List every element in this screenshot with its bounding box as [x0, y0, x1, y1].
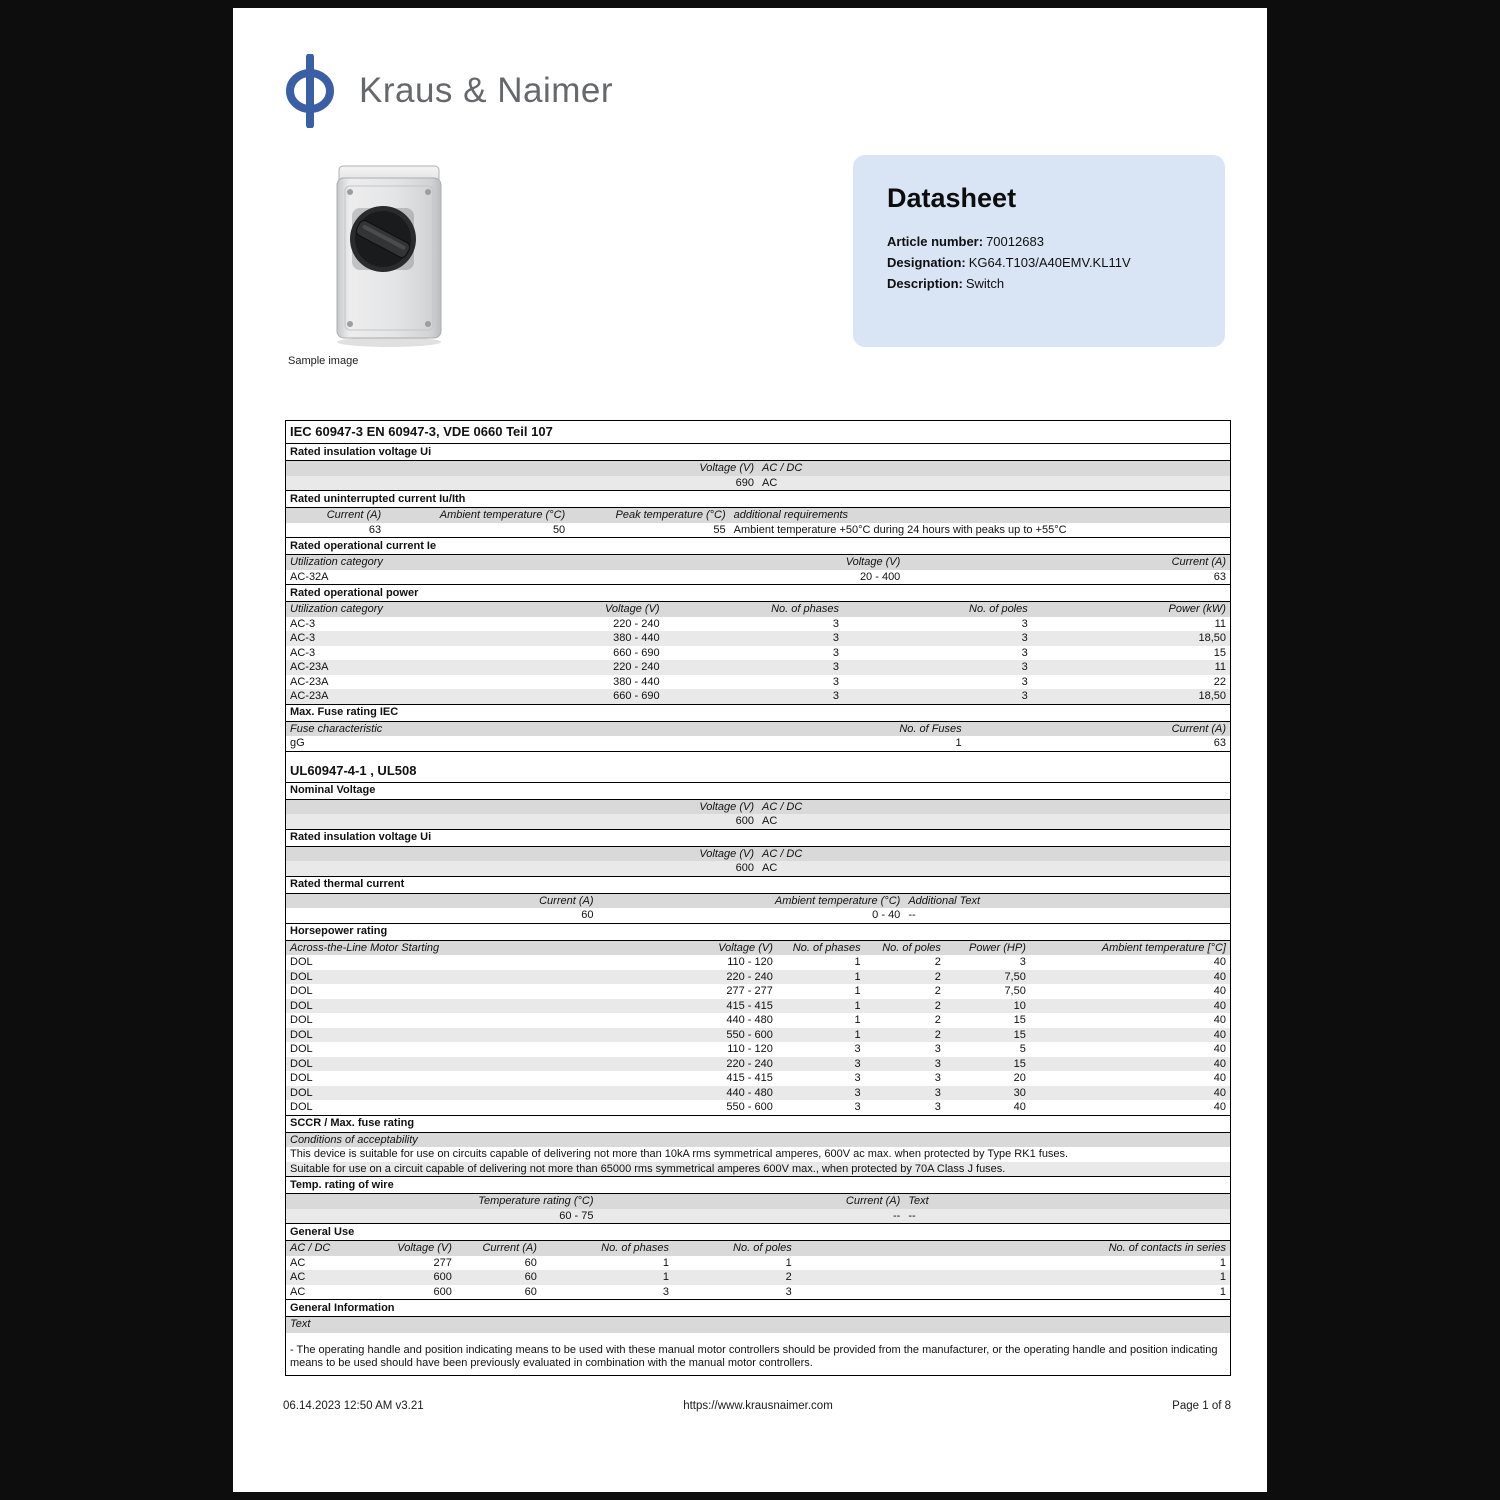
table-cell: AC-23A [290, 661, 329, 673]
table-cell: 7,50 [1004, 970, 1026, 983]
brand-logo [279, 54, 613, 128]
table-data-row [286, 955, 1230, 970]
table-cell: 11 [1214, 661, 1226, 673]
table-cell: 2 [934, 956, 941, 968]
table-cell: Suitable for use on a circuit capable of delivering not more than 65000 rms symmetrical amperes 600V max., when protected by 70A Class J fuses. [290, 1162, 1006, 1175]
table-cell: 1 [1219, 1271, 1226, 1283]
table-cell: 15 [1013, 1014, 1026, 1026]
section-title: Rated insulation voltage Ui [286, 444, 1230, 461]
section-title: Rated insulation voltage Ui [286, 830, 1230, 847]
section-title: Temp. rating of wire [286, 1177, 1230, 1194]
table-cell: - The operating handle and position indicating means to be used with these manual motor controllers should be provided from the manufacturer, or the operating handle and position indicating means to be used should have been previously evaluated in combination with the manual motor controllers. [290, 1343, 1218, 1369]
table-cell: 0 - 40 [872, 909, 901, 921]
table-cell: 60 [524, 1271, 537, 1283]
table-cell: 550 - 600 [726, 1101, 773, 1113]
table-cell: No. of poles [733, 1242, 792, 1254]
table-cell: Voltage (V) [699, 847, 754, 860]
table-data-row [286, 814, 1230, 829]
table-cell: 2 [785, 1271, 792, 1283]
section-4-rated-operational-power [286, 584, 1230, 704]
table-cell: 3 [854, 1072, 861, 1084]
table-cell: AC [290, 1256, 306, 1269]
table-cell: 40 [1213, 999, 1226, 1012]
table-cell: DOL [290, 956, 313, 968]
table-cell: DOL [290, 1014, 313, 1026]
column-header-row [286, 941, 1230, 956]
table-cell: This device is suitable for use on circuits capable of delivering not more than 10kA rms symmetrical amperes, 600V ac max. when protected by Type RK1 fuses. [290, 1148, 1069, 1160]
table-data-row [286, 1285, 1230, 1300]
section-title: General Use [286, 1224, 1230, 1241]
table-cell: Utilization category [290, 603, 383, 615]
table-cell: No. of poles [969, 603, 1028, 615]
section-title: Horsepower rating [286, 924, 1230, 941]
table-cell: 3 [1021, 617, 1028, 630]
table-cell: No. of contacts in series [1108, 1242, 1226, 1254]
table-cell: 220 - 240 [726, 1057, 773, 1070]
table-cell: 40 [1213, 1101, 1226, 1113]
table-cell: 1 [1219, 1256, 1226, 1269]
table-data-row [286, 1028, 1230, 1043]
table-cell: 3 [1021, 646, 1028, 659]
table-cell: 7,50 [1004, 985, 1026, 997]
table-cell: 600 [735, 815, 754, 827]
column-header-row [286, 602, 1230, 617]
table-cell: 18,50 [1198, 690, 1226, 702]
table-data-row [286, 675, 1230, 690]
table-cell: 1 [854, 999, 861, 1012]
table-cell: Fuse characteristic [290, 722, 383, 735]
table-data-row [286, 1057, 1230, 1072]
table-cell: DOL [290, 1043, 313, 1055]
table-cell: 3 [832, 617, 839, 630]
table-cell: 3 [854, 1057, 861, 1070]
table-cell: 600 [433, 1271, 452, 1283]
designation-value: KG64.T103/A40EMV.KL11V [968, 255, 1131, 270]
table-cell: 1 [854, 985, 861, 997]
datasheet-card [853, 155, 1225, 347]
section-8-rated-insulation-voltage-ui [286, 829, 1230, 876]
table-cell: 3 [854, 1101, 861, 1113]
table-cell: 415 - 415 [726, 999, 773, 1012]
table-cell: 1 [854, 1014, 861, 1026]
table-cell: Utilization category [290, 556, 383, 568]
article-number-label: Article number: [887, 234, 984, 249]
switch-product-image [325, 160, 453, 350]
table-data-row [286, 1071, 1230, 1086]
designation-label: Designation: [887, 255, 966, 270]
table-data-row [286, 1100, 1230, 1115]
table-cell: Voltage (V) [397, 1242, 452, 1254]
description-label: Description: [887, 276, 963, 291]
description-field [887, 273, 1191, 294]
table-cell: Voltage (V) [845, 556, 901, 568]
section-9-rated-thermal-current [286, 876, 1230, 923]
table-cell: 3 [934, 1086, 941, 1099]
document-page [233, 8, 1267, 1492]
table-cell: 2 [934, 999, 941, 1012]
table-cell: 3 [832, 690, 839, 702]
table-cell: Voltage (V) [718, 941, 773, 954]
column-header-row [286, 508, 1230, 523]
table-cell: 440 - 480 [726, 1014, 773, 1026]
table-cell: 40 [1213, 956, 1226, 968]
table-cell: 600 [433, 1285, 452, 1298]
table-cell: 2 [934, 985, 941, 997]
table-cell: DOL [290, 1072, 313, 1084]
table-cell: 3 [832, 675, 839, 688]
table-data-row [286, 1343, 1230, 1372]
table-data-row [286, 908, 1230, 923]
table-data-row [286, 631, 1230, 646]
table-cell: 600 [735, 862, 754, 874]
table-cell: 60 [581, 909, 594, 921]
table-data-row [286, 1013, 1230, 1028]
table-cell: 40 [1213, 1072, 1226, 1084]
table-cell: 3 [934, 1057, 941, 1070]
footer-date-version: 06.14.2023 12:50 AM v3.21 [283, 1400, 424, 1412]
table-cell: 220 - 240 [613, 661, 660, 673]
table-cell: Current (A) [845, 1195, 901, 1207]
table-cell: 440 - 480 [726, 1086, 773, 1099]
table-cell: 3 [1021, 675, 1028, 688]
table-data-row [286, 1147, 1230, 1162]
table-cell: AC [290, 1271, 306, 1283]
table-cell: 3 [662, 1285, 670, 1298]
table-cell: Ambient temperature (°C) [774, 894, 901, 907]
section-11-sccr-max-fuse-rating [286, 1115, 1230, 1177]
table-cell: -- [892, 1209, 901, 1222]
column-header-row [286, 461, 1230, 476]
table-cell: AC [761, 476, 778, 489]
table-cell: No. of phases [792, 941, 861, 954]
table-cell: 15 [1013, 1057, 1026, 1070]
table-cell: Across-the-Line Motor Starting [290, 941, 440, 954]
table-cell: 2 [934, 1028, 941, 1041]
table-cell: 3 [1019, 956, 1026, 968]
table-cell: 60 - 75 [559, 1209, 594, 1222]
table-cell: 40 [1213, 970, 1226, 983]
table-cell: AC / DC [761, 847, 803, 860]
table-cell: 690 [735, 476, 754, 489]
table-cell: AC [290, 1285, 306, 1298]
table-data-row [286, 617, 1230, 632]
table-cell: 3 [1021, 661, 1028, 673]
column-header-row [286, 555, 1230, 570]
table-cell: AC-3 [290, 646, 316, 659]
table-cell: Voltage (V) [699, 800, 754, 813]
table-cell: 1 [662, 1256, 670, 1269]
section-3-rated-operational-current-ie [286, 537, 1230, 584]
table-cell: DOL [290, 985, 313, 997]
table-cell: DOL [290, 1057, 313, 1070]
footer-url[interactable]: https://www.krausnaimer.com [683, 1400, 833, 1412]
section-0-iec-60947-3-en-60947-3-vde-0660-teil-107 [286, 421, 1230, 443]
phi-logo-icon [279, 54, 341, 128]
table-cell: -- [908, 909, 916, 921]
table-cell: 3 [934, 1043, 941, 1055]
table-cell: AC-23A [290, 690, 329, 702]
table-cell: 415 - 415 [726, 1072, 773, 1084]
table-cell: gG [290, 737, 305, 749]
table-cell: Current (A) [1171, 556, 1226, 568]
section-title: Rated operational current Ie [286, 538, 1230, 555]
table-cell: AC / DC [761, 800, 803, 813]
section-title: UL60947-4-1 , UL508 [290, 762, 417, 778]
table-data-row [286, 999, 1230, 1014]
spec-table [285, 420, 1231, 1376]
table-cell: 15 [1013, 1028, 1026, 1041]
table-cell: 3 [785, 1285, 792, 1298]
table-cell: 380 - 440 [613, 632, 660, 644]
section-12-temp-rating-of-wire [286, 1176, 1230, 1223]
table-cell: Additional Text [908, 894, 981, 907]
table-cell: AC-32A [290, 570, 329, 583]
table-data-row [286, 1162, 1230, 1177]
table-cell: 60 [524, 1256, 537, 1269]
section-title: Max. Fuse rating IEC [286, 705, 1230, 722]
column-header-row [286, 894, 1230, 909]
table-cell: 30 [1013, 1086, 1026, 1099]
table-cell: Voltage (V) [604, 603, 660, 615]
table-data-row [286, 1256, 1230, 1271]
table-cell: 110 - 120 [727, 956, 773, 968]
table-cell: 2 [934, 1014, 941, 1026]
product-image [325, 160, 453, 355]
section-2-rated-uninterrupted-current-iu-ith [286, 490, 1230, 537]
column-header-row [286, 1194, 1230, 1209]
table-cell: 15 [1213, 646, 1226, 659]
table-cell: 550 - 600 [726, 1028, 773, 1041]
section-7-nominal-voltage [286, 782, 1230, 829]
table-cell: 40 [1013, 1101, 1026, 1113]
table-cell: 40 [1213, 985, 1226, 997]
table-cell: 1 [955, 737, 962, 749]
table-cell: AC / DC [761, 462, 803, 474]
article-number-field [887, 231, 1191, 252]
table-cell: DOL [290, 1028, 313, 1041]
table-cell: 60 [524, 1285, 537, 1298]
table-cell: 20 - 400 [859, 570, 901, 583]
column-header-row [286, 1317, 1230, 1333]
column-header-row [286, 1133, 1230, 1148]
table-cell: Text [908, 1195, 929, 1207]
table-cell: 63 [1213, 737, 1226, 749]
table-data-row [286, 1042, 1230, 1057]
table-cell: 3 [1021, 690, 1028, 702]
table-cell: Text [290, 1318, 311, 1330]
table-cell: Ambient temperature (°C) [439, 509, 566, 521]
description-value: Switch [965, 276, 1005, 291]
designation-field [887, 252, 1191, 273]
table-cell: 3 [934, 1072, 941, 1084]
table-cell: AC-3 [290, 617, 316, 630]
section-13-general-use [286, 1223, 1230, 1299]
table-cell: 3 [832, 661, 839, 673]
table-data-row [286, 1270, 1230, 1285]
table-cell: 220 - 240 [726, 970, 773, 983]
table-cell: 63 [1213, 570, 1226, 583]
table-data-row [286, 570, 1230, 585]
table-cell: 20 [1013, 1072, 1026, 1084]
table-cell: 1 [662, 1271, 670, 1283]
table-data-row [286, 984, 1230, 999]
table-cell: 3 [934, 1101, 941, 1113]
section-14-general-information [286, 1299, 1230, 1372]
section-title: Nominal Voltage [286, 783, 1230, 800]
table-cell: Current (A) [1171, 722, 1226, 735]
table-cell: DOL [290, 1101, 313, 1113]
section-6-ul60947-4-1-ul508 [286, 751, 1230, 782]
table-data-row [286, 476, 1230, 491]
table-cell: 63 [368, 523, 382, 536]
table-cell: 660 - 690 [613, 646, 660, 659]
table-data-row [286, 970, 1230, 985]
section-title: General Information [286, 1300, 1230, 1317]
table-cell: 277 [433, 1256, 452, 1269]
table-cell: 1 [854, 970, 861, 983]
table-cell: DOL [290, 970, 313, 983]
table-cell: No. of phases [601, 1242, 670, 1254]
table-cell: 277 - 277 [726, 985, 773, 997]
table-data-row [286, 523, 1230, 538]
table-cell: 3 [854, 1086, 861, 1099]
table-data-row [286, 1086, 1230, 1101]
table-cell: Conditions of acceptability [290, 1133, 418, 1146]
column-header-row [286, 800, 1230, 815]
table-cell: Ambient temperature +50°C during 24 hours with peaks up to +55°C [733, 523, 1067, 536]
column-header-row [286, 1241, 1230, 1256]
column-header-row [286, 722, 1230, 737]
article-number-value: 70012683 [986, 234, 1044, 249]
table-cell: Current (A) [482, 1242, 537, 1254]
table-cell: 55 [713, 523, 726, 536]
table-cell: No. of phases [771, 603, 839, 615]
table-cell: 22 [1213, 675, 1226, 688]
section-title: SCCR / Max. fuse rating [286, 1116, 1230, 1133]
table-cell: AC-23A [290, 675, 329, 688]
table-cell: 3 [1021, 632, 1028, 644]
table-cell: Temperature rating (°C) [478, 1195, 594, 1207]
table-cell: 40 [1213, 1086, 1226, 1099]
table-cell: 1 [854, 1028, 861, 1041]
footer-page-number: Page 1 of 8 [1172, 1400, 1231, 1412]
table-cell: 110 - 120 [727, 1043, 773, 1055]
table-cell: 1 [1219, 1285, 1226, 1298]
table-cell: AC [761, 862, 778, 874]
table-cell: 10 [1013, 999, 1026, 1012]
table-data-row [286, 689, 1230, 704]
table-cell: 40 [1213, 1028, 1226, 1041]
table-cell: 11 [1214, 617, 1226, 630]
table-cell: AC / DC [290, 1242, 331, 1254]
section-1-rated-insulation-voltage-ui [286, 443, 1230, 490]
section-title: Rated operational power [286, 585, 1230, 602]
section-10-horsepower-rating [286, 923, 1230, 1115]
table-cell: 220 - 240 [613, 617, 660, 630]
table-cell: Peak temperature (°C) [615, 509, 726, 521]
brand-name: Kraus & Naimer [359, 71, 614, 110]
table-cell: No. of Fuses [899, 722, 962, 735]
section-title: IEC 60947-3 EN 60947-3, VDE 0660 Teil 107 [290, 424, 553, 439]
table-cell: 1 [785, 1256, 792, 1269]
table-cell: No. of poles [882, 941, 941, 954]
datasheet-title: Datasheet [887, 183, 1017, 213]
table-cell: -- [908, 1209, 916, 1222]
table-cell: Ambient temperature [°C] [1101, 941, 1226, 954]
table-cell: Current (A) [539, 894, 594, 907]
table-cell: Current (A) [326, 509, 382, 521]
table-cell: 380 - 440 [613, 675, 660, 688]
table-data-row [286, 660, 1230, 675]
table-cell: 2 [934, 970, 941, 983]
table-cell: Power (HP) [969, 941, 1026, 954]
table-cell: 3 [832, 632, 839, 644]
table-cell: 50 [552, 523, 566, 536]
table-cell: 40 [1213, 1043, 1226, 1055]
section-title: Rated uninterrupted current Iu/Ith [286, 491, 1230, 508]
table-cell: 5 [1019, 1043, 1026, 1055]
sample-image-caption: Sample image [288, 355, 359, 367]
table-cell: 3 [832, 646, 839, 659]
table-cell: additional requirements [733, 509, 849, 521]
section-5-max-fuse-rating-iec [286, 704, 1230, 751]
table-data-row [286, 1209, 1230, 1224]
table-cell: AC-3 [290, 632, 316, 644]
table-cell: Power (kW) [1168, 603, 1226, 615]
table-cell: 3 [854, 1043, 861, 1055]
section-title: Rated thermal current [286, 877, 1230, 894]
table-cell: DOL [290, 1086, 313, 1099]
table-data-row [286, 861, 1230, 876]
table-cell: 18,50 [1198, 632, 1226, 644]
table-cell: 1 [854, 956, 861, 968]
table-cell: 40 [1213, 1014, 1226, 1026]
column-header-row [286, 847, 1230, 862]
table-data-row [286, 736, 1230, 751]
table-cell: Voltage (V) [699, 462, 754, 474]
table-cell: 40 [1213, 1057, 1226, 1070]
table-cell: DOL [290, 999, 313, 1012]
table-data-row [286, 646, 1230, 661]
table-cell: 660 - 690 [613, 690, 660, 702]
table-cell: AC [761, 815, 778, 827]
